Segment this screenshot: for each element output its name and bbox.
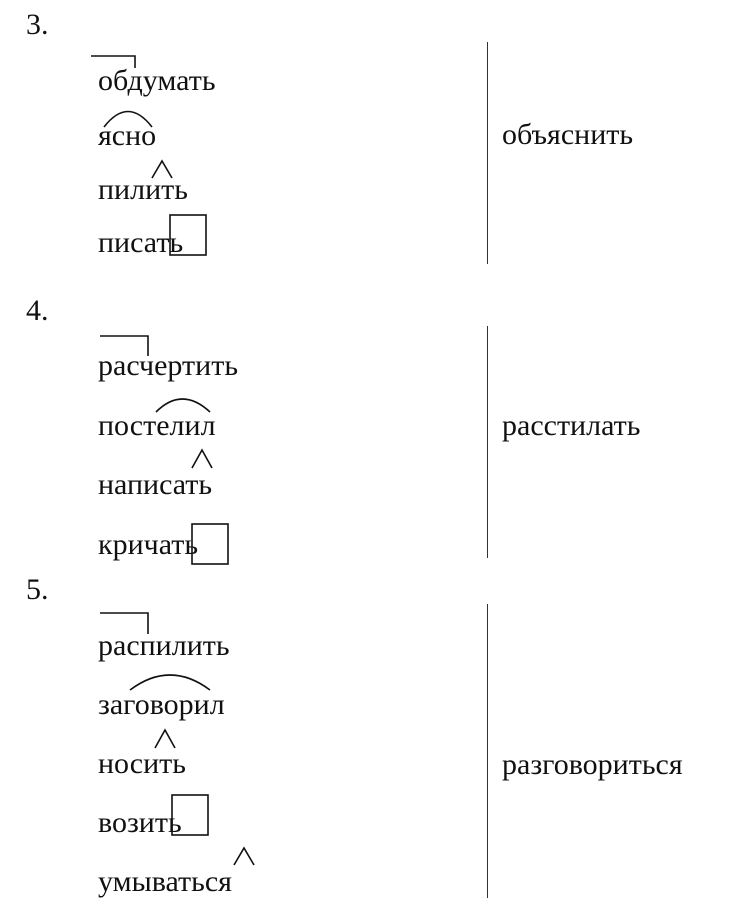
group-5-number: 5. (26, 573, 49, 606)
group-4-number: 4. (26, 294, 49, 327)
suffix-mark (192, 450, 212, 468)
suffix-mark (234, 848, 254, 865)
group-5-word-3: носить (98, 747, 186, 780)
group-3-word-4: писать (98, 226, 184, 259)
group-4-word-1: расчертить (98, 349, 238, 382)
group-5-word-4: возить (98, 806, 182, 839)
group-3-word-1: обдумать (98, 64, 216, 97)
group-4-word-2: постелил (98, 409, 216, 442)
group-5-word-1: распилить (98, 629, 230, 662)
group-5-answer: разговориться (502, 748, 683, 781)
group-3-answer: объяснить (502, 118, 634, 151)
group-5-word-2: заговорил (98, 688, 225, 721)
group-4-word-3: написать (98, 468, 213, 501)
suffix-mark (155, 730, 175, 748)
group-3-word-3: пилить (98, 173, 188, 206)
group-3-word-2: ясно (98, 119, 157, 152)
group-3-number: 3. (26, 8, 49, 41)
group-4-word-4: кричать (98, 528, 199, 561)
group-5-word-5: умываться (98, 865, 232, 898)
group-4-divider (487, 326, 488, 558)
group-4-answer: расстилать (502, 409, 641, 442)
group-3-divider (487, 42, 488, 264)
group-5-divider (487, 604, 488, 898)
